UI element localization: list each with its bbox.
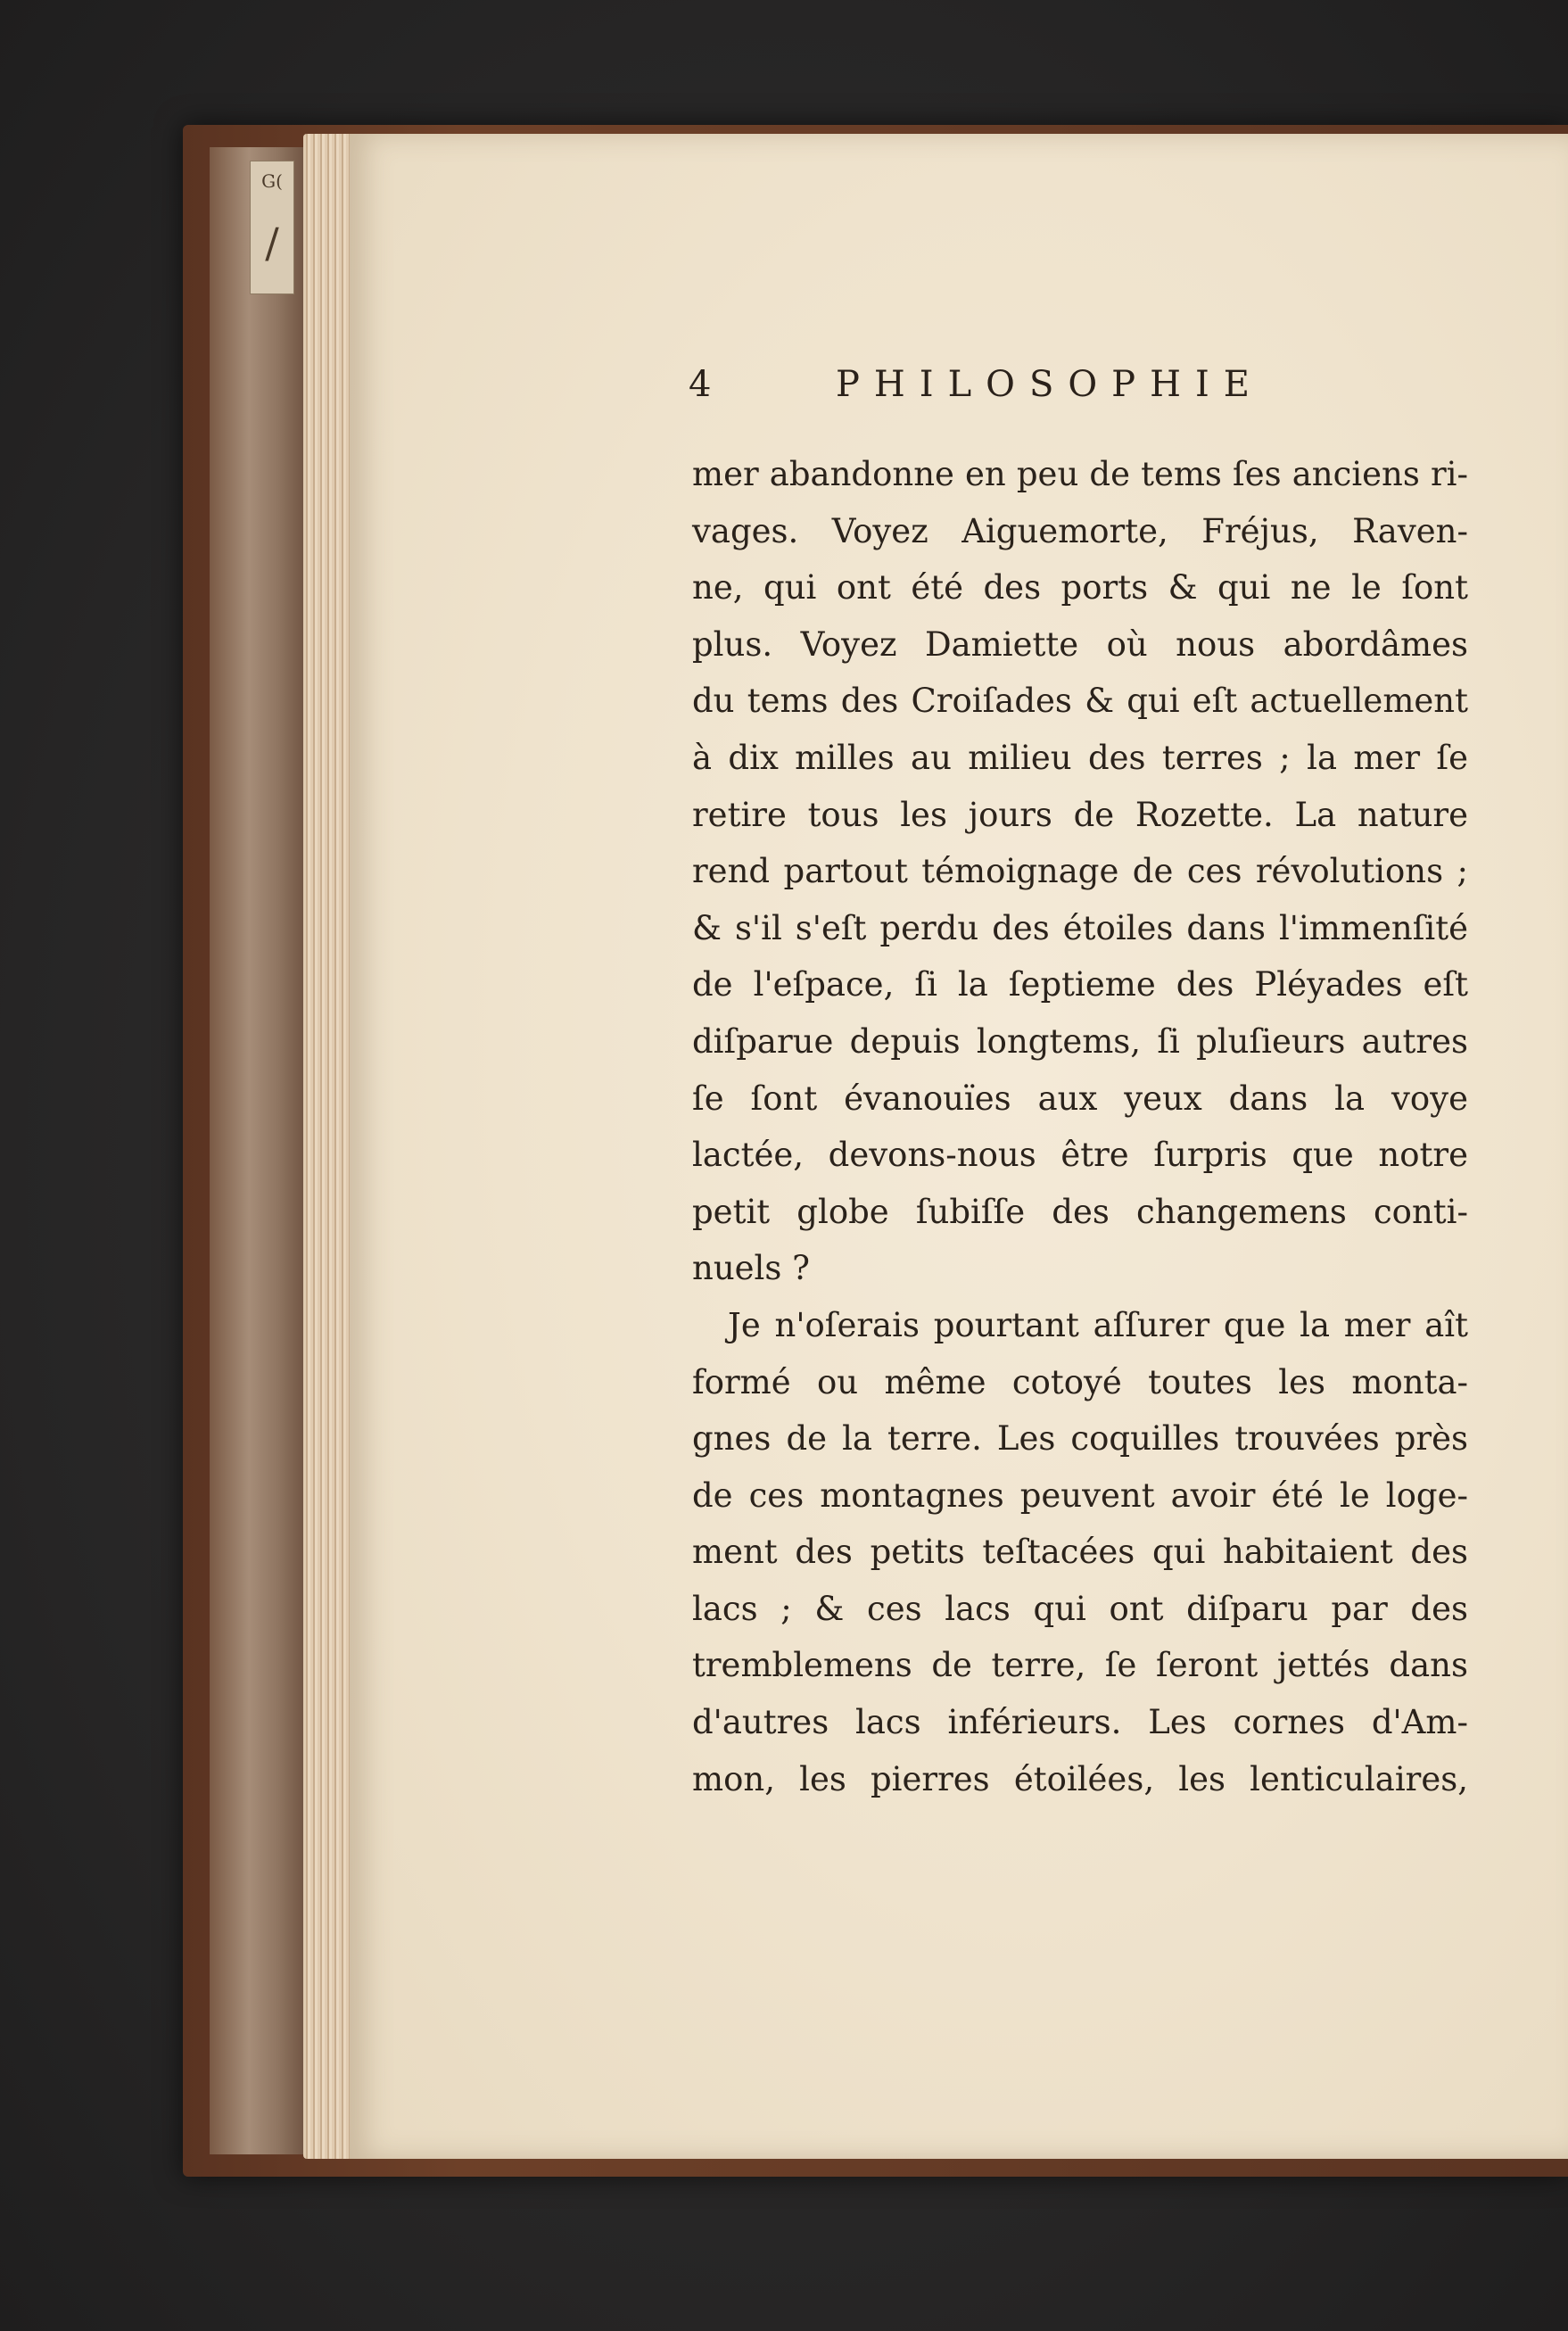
text-line: rend partout témoignage de ces révolutions ; [692, 852, 1468, 891]
text-line: de ces montagnes peuvent avoir été le loge- [692, 1475, 1468, 1515]
text-line: de l'eſpace, ſi la ſeptieme des Pléyades eſt [692, 965, 1468, 1004]
text-line: d'autres lacs inférieurs. Les cornes d'Am- [692, 1703, 1468, 1742]
text-line: petit globe ſubiſſe des changemens conti- [692, 1192, 1468, 1231]
page-header [680, 364, 1500, 417]
text-line: diſparue depuis longtems, ſi pluſieurs autres [692, 1021, 1468, 1061]
text-line: nuels ? [692, 1249, 810, 1288]
text-line: retire tous les jours de Rozette. La nature [692, 795, 1468, 834]
text-line: mon, les pierres étoilées, les lenticulaires, [692, 1759, 1468, 1798]
book-gutter [210, 147, 308, 2154]
text-line: vages. Voyez Aiguemorte, Fréjus, Raven- [692, 511, 1468, 550]
text-line: ment des petits teſtacées qui habitaient des [692, 1533, 1468, 1572]
page-edges [303, 134, 357, 2159]
text-line: lacs ; & ces lacs qui ont diſparu par des [692, 1589, 1468, 1628]
running-title: PHILOSOPHIE [836, 364, 1264, 405]
text-line: lactée, devons-nous être ſurpris que notre [692, 1136, 1468, 1175]
text-line: à dix milles au milieu des terres ; la mer ſe [692, 738, 1468, 777]
text-line: gnes de la terre. Les coquilles trouvées près [692, 1419, 1468, 1459]
page-number: 4 [689, 364, 712, 405]
text-line: tremblemens de terre, ſe ſeront jettés dans [692, 1646, 1468, 1685]
text-line: plus. Voyez Damiette où nous abordâmes [692, 624, 1468, 664]
gutter-label-text: G( [261, 170, 283, 192]
text-line: formé ou même cotoyé toutes les monta- [692, 1362, 1468, 1401]
body-text [692, 446, 1468, 1807]
text-line: du tems des Croiſades & qui eſt actuellement [692, 682, 1468, 721]
text-line: ſe ſont évanouïes aux yeux dans la voye [692, 1079, 1468, 1118]
text-line: mer abandonne en peu de tems ſes anciens ri- [692, 455, 1468, 493]
text-line: & s'il s'eſt perdu des étoiles dans l'immenſité [692, 908, 1468, 947]
text-line: ne, qui ont été des ports & qui ne le ſont [692, 568, 1468, 608]
gutter-label-mark: / [265, 219, 279, 267]
gutter-label [250, 161, 294, 294]
text-line: Je n'oſerais pourtant aſſurer que la mer aît [728, 1305, 1468, 1344]
